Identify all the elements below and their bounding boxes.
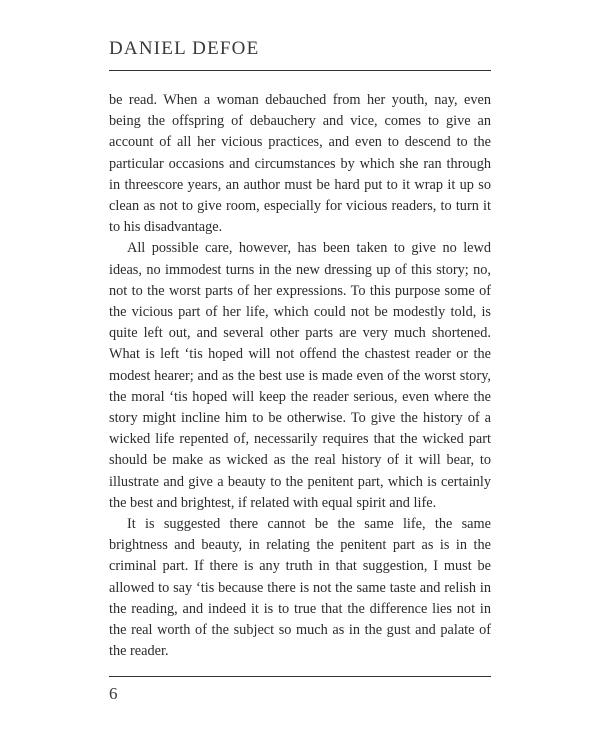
page-number: 6 [109, 684, 118, 703]
header-rule [109, 70, 491, 71]
paragraph: All possible care, however, has been taken to give no lewd ideas, no immodest turns in the new dressing up of this story; no, not to the worst parts of her expressions. To this purpose some of the vicious part of her life, which could not be modestly told, is quite left out, and several other parts are very much shortened. What is left ‘tis hoped will not offend the chastest reader or the modest hearer; and as the best use is made even of the worst story, the moral ‘tis hoped will keep the reader serious, even where the story might incline him to be otherwise. To give the history of a wicked life repented of, necessarily requires that the wicked part should be make as wicked as the real history of it will bear, to illustrate and give a beauty to the penitent part, which is certainly the best and brightest, if related with equal spirit and life. [109, 240, 491, 511]
body-text [109, 90, 491, 662]
footer-rule [109, 676, 491, 677]
paragraph-continued: be read. When a woman debauched from her youth, nay, even being the offspring of debauchery and vice, comes to give an account of all her vicious practices, and even to descend to the particular occasions and circumstances by which she ran through in threescore years, an author must be hard put to it wrap it up so clean as not to give room, especially for vicious readers, to turn it to his disadvantage. [109, 92, 491, 236]
running-head: DANIEL DEFOE [109, 38, 260, 59]
paragraph: It is suggested there cannot be the same life, the same brightness and beauty, in relating the penitent part as is in the criminal part. If there is any truth in that suggestion, I must be allowed to say ‘tis because there is not the same taste and relish in the reading, and indeed it is to true that the difference lies not in the real worth of the subject so much as in the gust and palate of the reader. [109, 516, 491, 660]
